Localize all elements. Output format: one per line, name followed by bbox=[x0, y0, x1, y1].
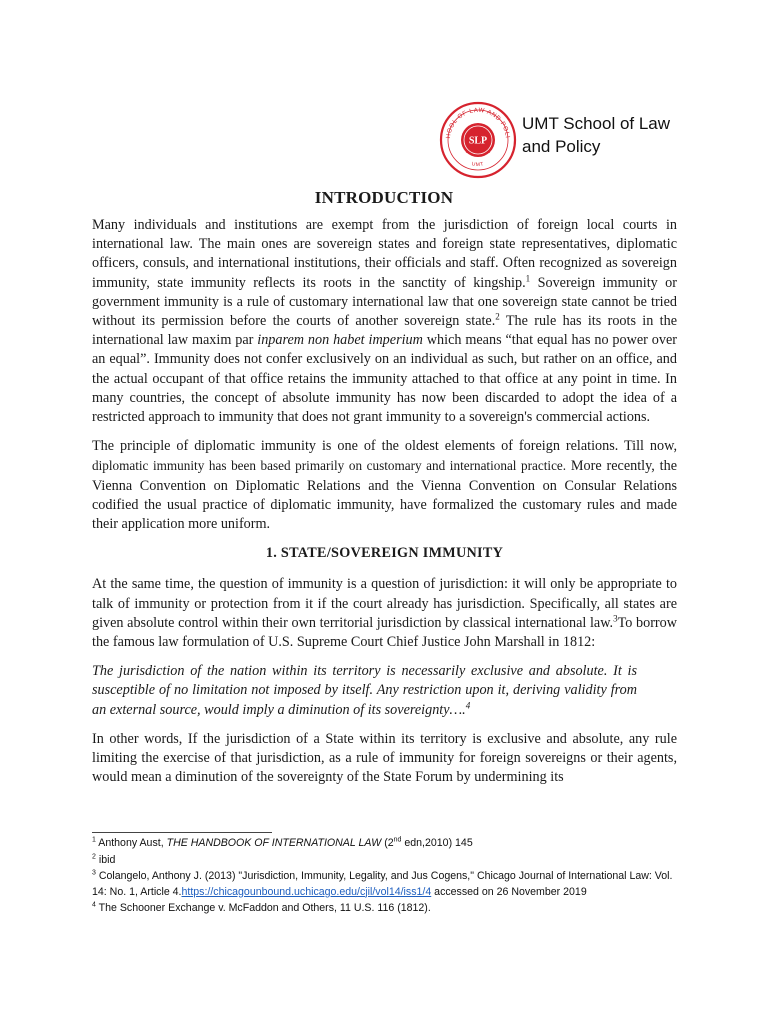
footnote-separator bbox=[92, 832, 272, 833]
footnote-3 bbox=[92, 869, 677, 900]
section1-paragraph-1 bbox=[92, 575, 677, 652]
intro-p1-text-c: The rule has its roots in the international law maxim par bbox=[92, 313, 677, 349]
intro-p1-text-a: Many individuals and institutions are exempt from the jurisdiction of foreign local courts in international law. The main ones are sovereign states and foreign state representatives, diplomatic officers, consuls, and international institutions, their officials and staff. Often recognized as sovereign immunity, state immunity reflects its roots in the sanctity of kingship. bbox=[92, 217, 677, 291]
footnote-4-text: The Schooner Exchange v. McFaddon and Others, 11 U.S. 116 (1812). bbox=[95, 902, 431, 914]
seal-center-text: SLP bbox=[468, 135, 488, 147]
footnote-1-book-title: THE HANDBOOK OF INTERNATIONAL LAW bbox=[166, 837, 382, 849]
intro-p2-text-a: The principle of diplomatic immunity is one of the oldest elements of foreign relations. Till now, bbox=[92, 438, 677, 455]
page-title: INTRODUCTION bbox=[314, 188, 454, 207]
intro-p2-text-c: More recently, the Vienna Convention on Diplomatic Relations and the Vienna Convention on Consular Relations codified the usual practice of diplomatic immunity, have formalized the customary rules and made their application more uniform. bbox=[92, 458, 677, 533]
footnote-1 bbox=[92, 836, 677, 852]
footnote-4-number: 4 bbox=[92, 901, 96, 909]
footnote-2-text: ibid bbox=[95, 853, 116, 866]
intro-paragraph-1 bbox=[92, 216, 677, 427]
intro-paragraph-2 bbox=[92, 437, 677, 534]
latin-maxim: inparem non habet imperium bbox=[257, 332, 423, 349]
footnote-2-number: 2 bbox=[92, 852, 96, 860]
school-logo bbox=[438, 100, 518, 180]
footnote-ref-2: 2 bbox=[495, 311, 500, 322]
intro-p2-text-b: diplomatic immunity has been based primarily on customary and international practice. bbox=[92, 458, 567, 474]
school-seal-icon bbox=[438, 100, 518, 180]
footnote-2 bbox=[92, 853, 677, 869]
section1-paragraph-2: In other words, If the jurisdiction of a State within its territory is exclusive and absolute, any rule limiting the exercise of that jurisdiction, as a rule of immunity for foreign sovereigns or their agents, would mean a diminution of the sovereignty of the State Forum by undermining its bbox=[92, 730, 677, 786]
svg-text:UMT bbox=[471, 161, 485, 168]
seal-ring-bottom-text: UMT bbox=[471, 161, 485, 169]
intro-p1-text-d: which means “that equal has no power over an equal”. Immunity does not confer exclusively on an individual as such, but rather on an office, and the actual occupant of that office retains the immunity attached to that office at any point in time. In many countries, the concept of absolute immunity has now been discarded to adopt the idea of a restricted approach to immunity that does not grant immunity to a sovereign's commercial actions. bbox=[92, 332, 677, 426]
footnote-1-ordinal: nd bbox=[393, 836, 402, 844]
footnote-3-link[interactable]: https://chicagounbound.uchicago.edu/cjil/vol14/iss1/4 bbox=[181, 885, 432, 898]
intro-p1-text-b: Sovereign immunity or government immunity is a rule of customary international law that one sovereign state cannot be tried without its permission before the courts of another sovereign state. bbox=[92, 274, 677, 330]
footnote-4 bbox=[92, 901, 677, 917]
footnotes bbox=[92, 836, 677, 918]
seal-ring-text: HOOL OF LAW AND POLI bbox=[444, 106, 511, 139]
school-name-line1: UMT School of Law bbox=[522, 114, 671, 133]
school-name-line2: and Policy bbox=[522, 137, 601, 156]
footnote-ref-1: 1 bbox=[525, 272, 531, 283]
footnote-1-text-a: Anthony Aust, bbox=[95, 837, 167, 849]
school-name bbox=[522, 112, 670, 158]
footnote-1-text-c: edn,2010) 145 bbox=[401, 837, 473, 849]
footnote-ref-3: 3 bbox=[613, 613, 618, 624]
footnote-3-text-a: Colangelo, Anthony J. (2013) "Jurisdiction, Immunity, Legality, and Jus Cogens," Chicago Journal of International Law: Vol. 14: No. 1, Article 4. bbox=[92, 870, 673, 898]
footnote-ref-4: 4 bbox=[465, 699, 471, 710]
footnote-3-text-b: accessed on 26 November 2019 bbox=[431, 885, 587, 898]
section-heading-1: 1. STATE/SOVEREIGN IMMUNITY bbox=[265, 545, 504, 562]
footnote-3-number: 3 bbox=[92, 869, 96, 877]
footnote-1-number: 1 bbox=[92, 836, 96, 844]
section1-p1-text-b: To borrow the famous law formulation of U.S. Supreme Court Chief Justice John Marshall in 1812: bbox=[92, 614, 677, 651]
quote-text: The jurisdiction of the nation within its territory is necessarily exclusive and absolute. It is susceptible of no limitation not imposed by itself. Any restriction upon it, deriving validity from an external source, would imply a diminution of its sovereignty…. bbox=[92, 663, 637, 718]
document-body bbox=[92, 216, 677, 797]
block-quote bbox=[92, 662, 637, 720]
section1-p1-text-a: At the same time, the question of immunity is a question of jurisdiction: it will only be appropriate to talk of immunity or protection from it if the court already has jurisdiction. Specifically, all states are given absolute control within their own territorial jurisdiction by classical international law. bbox=[92, 576, 677, 631]
footnote-1-text-b: (2 bbox=[381, 837, 394, 849]
